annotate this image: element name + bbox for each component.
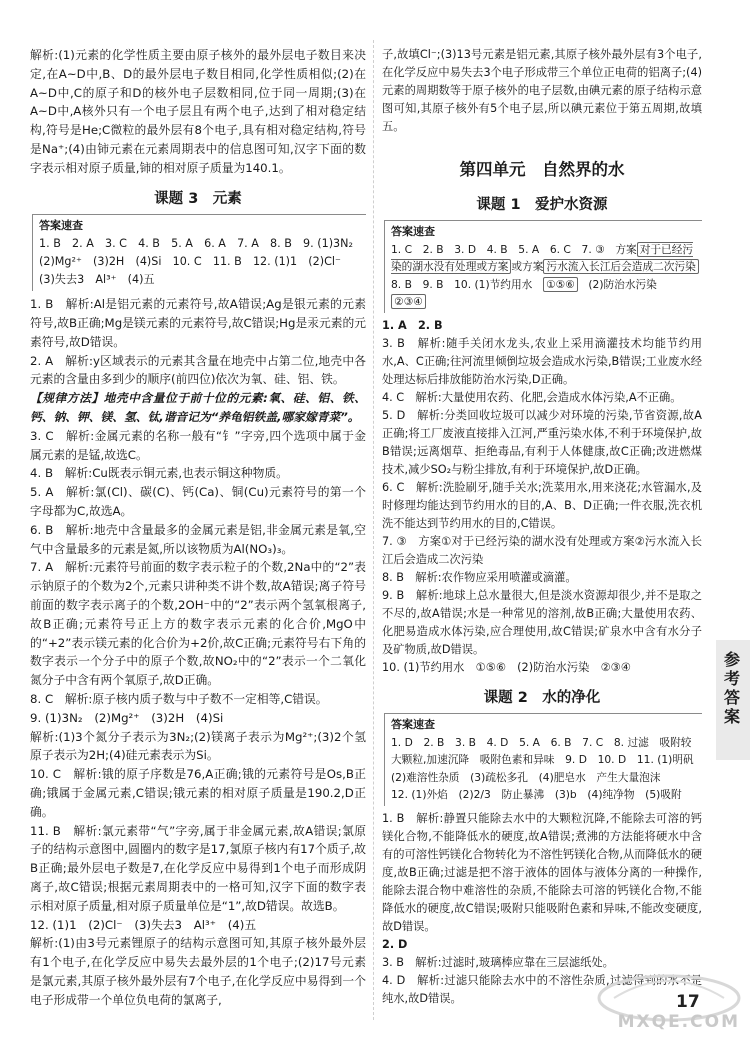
answer-line: 1. D 2. B 3. B 4. D 5. A 6. B 7. C 8. 过滤 吸附较大颗粒,加速沉降 吸附色素和异味 9. D 10. D 11. (1)明矾: [391, 735, 694, 767]
answer-header: 答案速查: [391, 225, 435, 238]
solution-8: 8. B 解析:农作物应采用喷灌或滴灌。: [382, 570, 577, 584]
solution-8: 8. C 解析:原子核内质子数与中子数不一定相等,C错误。: [30, 691, 328, 706]
side-tab-label: 参考答案: [723, 650, 740, 726]
answer-header: 答案速查: [39, 218, 83, 232]
solution-9: 9. B 解析:地球上总水量很大,但是淡水资源却很少,并不是取之不尽的,故A错误;水是一种常见的溶剂,故B正确;大量使用农药、化肥易造成水体污染,应合理使用,故C错误;矿泉水中含有水分子及矿物质,故D错误。: [382, 588, 702, 656]
solution-12: 12. (1)1 (2)Cl⁻ (3)失去3 Al³⁺ (4)五: [30, 917, 257, 932]
solution-7: 7. ③ 方案①对于已经污染的湖水没有处理或方案②污水流入长江后会造成二次污染: [382, 534, 702, 566]
solution-5: 5. D 解析:分类回收垃圾可以减少对环境的污染,节省资源,故A正确;将工厂废液直接排入江河,严重污染水体,不利于环境保护,故B错误;远离烟草、拒绝毒品,有利于人体健康,故C正确;改进燃煤技术,减少SO₂与粉尘排放,有利于环境保护,故D正确。: [382, 408, 702, 476]
solution-3: 3. C 解析:金属元素的名称一般有“钅”字旁,四个选项中属于金属元素的是锰,故选C。: [30, 428, 366, 462]
solution-4: 4. C 解析:大量使用农药、化肥,会造成水体污染,A不正确。: [382, 390, 682, 404]
answer-header: 答案速查: [391, 717, 435, 731]
solution-7: 7. A 解析:元素符号前面的数字表示粒子的个数,2Na中的“2”表示钠原子的个数为2个,元素只讲种类不讲个数,故A错误;离子符号前面的数字表示离子的个数,2OH⁻中的“2”表示两个氢氧根离子,故B正确;元素符号正上方的数字表示元素的化合价,MgO中的“+2”表示镁元素的化合价为+2价,故C正确;元素符号右下角的数字表示一个分子中的原子个数,故NO₂中的“2”表示一个二氧化氮分子中含有两个氧原子,故D正确。: [30, 560, 366, 688]
solution-10: 10. C 解析:锇的原子序数是76,A正确;锇的元素符号是Os,B正确;锇属于金属元素,C错误;锇元素的相对原子质量是190.2,D正确。: [30, 767, 366, 819]
right-column: [382, 46, 702, 1008]
solution-5: 5. A 解析:氯(Cl)、碳(C)、钙(Ca)、铜(Cu)元素符号的第一个字母都为C,故选A。: [30, 485, 366, 518]
lesson-3-title: 课题 3 元素: [154, 190, 242, 207]
solution-1: 1. B 解析:Al是铝元素的元素符号,故A错误;Ag是银元素的元素符号,故B正确;Mg是镁元素的元素符号,故C错误;Hg是汞元素的元素符号,故D错误。: [30, 297, 366, 349]
solution-6: 6. B 解析:地壳中含量最多的金属元素是铝,非金属元素是氧,空气中含量最多的元素是氮,所以该物质为Al(NO₃)₃。: [30, 522, 366, 556]
solution-2: 2. A 解析:y区域表示的元素其含量在地壳中占第二位,地壳中各元素的含量由多到少的顺序(前四位)依次为氧、硅、铝、铁。: [30, 353, 366, 387]
reference-answers-tab: [716, 640, 750, 760]
column-divider: [373, 40, 374, 1020]
water-solution-2: 2. D: [382, 937, 408, 951]
intro-paragraph: 解析:(1)元素的化学性质主要由原子核外的最外层电子数目来决定,在A~D中,B、D的最外层电子数目相同,化学性质相似;(2)在A~D中,C的原子和D的核外电子层数相同,位于同一周期;(3)在A~D中,A核外只有一个电子层且有两个电子,达到了相对稳定结构,符号是He;C微粒的最外层有8个电子,具有相对稳定结构,符号是Na⁺;(4)由铈元素在元素周期表中的信息图可知,汉字下面的数字表示相对原子质量,铈的相对原子质量为140.1。: [30, 48, 366, 175]
solution-1-2: 1. A 2. B: [382, 318, 443, 332]
water-solution-1: 1. B 解析:静置只能除去水中的大颗粒沉降,不能除去可溶的钙镁化合物,不能降低水的硬度,故A错误;煮沸的方法能将硬水中含有的可溶性钙镁化合物转化为不溶性钙镁化合物,从而降低水的硬度,故B正确;过滤是把不溶于液体的固体与液体分离的一种操作,能除去混合物中难溶性的杂质,不能除去可溶的钙镁化合物,不能降低水的硬度,故C错误;吸附只能吸附色素和异味,不能改变硬度,故D错误。: [382, 811, 702, 933]
answer-box: [384, 220, 702, 313]
answer-box: [384, 713, 702, 806]
continued-paragraph: 子,故填Cl⁻;(3)13号元素是铝元素,其原子核外最外层有3个电子,在化学反应中易失去3个电子形成带三个单位正电荷的铝离子;(4)元素的周期数等于原子核外的电子层数,由碘元素的原子结构示意图可知,其原子核外有5个电子层,所以碘元素位于第五周期,故填五。: [382, 48, 702, 133]
page-number: 17: [676, 992, 700, 1012]
answer-line: 1. C 2. B 3. D 4. B 5. A 6. C 7. ③ 方案 对于已经污染的湖水没有处理或方案 或方案 污水流入长江后会造成二次污染: [391, 241, 702, 276]
solution-11: 11. B 解析:氯元素带“气”字旁,属于非金属元素,故A错误;氯原子的结构示意图中,圆圈内的数字是17,氯原子核内有17个质子,故B正确;最外层电子数是7,在化学反应中易得到1个电子而形成阴离子,故C错误;根据元素周期表中的一格可知,汉字下面的数字表示相对原子质量,相对原子质量单位是“1”,故D错误。故选B。: [30, 823, 366, 913]
lesson-1-title: 课题 1 爱护水资源: [476, 197, 608, 213]
answer-line: (2)Mg²⁺ (3)2H (4)Si 10. C 11. B 12. (1)1 (2)Cl⁻: [39, 254, 341, 268]
answer-line: 8. B 9. B 10. (1)节约用水 ①⑤⑥ (2)防治水污染 ②③④: [391, 277, 668, 309]
solution-9-explanation: 解析:(1)3个氮分子表示为3N₂;(2)镁离子表示为Mg²⁺;(3)2个氢原子表示为2H;(4)硅元素表示为Si。: [30, 729, 366, 763]
answer-box: [32, 214, 366, 292]
solution-6: 6. C 解析:洗脸刷牙,随手关水;洗菜用水,用来浇花;水管漏水,及时修理均能达到节约用水的目的,A、B、D正确;一件衣服,洗衣机洗不能达到节约用水的目的,C错误。: [382, 480, 702, 530]
answer-line: (2)难溶性杂质 (3)疏松多孔 (4)肥皂水 产生大量泡沫: [391, 770, 661, 784]
solution-12-explanation: 解析:(1)由3号元素锂原子的结构示意图可知,其原子核外最外层有1个电子,在化学反应中易失去最外层的1个电子;(2)17号元素是氯元素,其原子核外最外层有7个电子,在化学反应中易得到一个电子形成带一个单位负电荷的氯离子,: [30, 936, 366, 1007]
solution-4: 4. B 解析:Cu既表示铜元素,也表示铜这种物质。: [30, 466, 288, 481]
watermark-text: MXQE.COM: [617, 1012, 740, 1032]
left-column: [30, 46, 366, 1010]
answer-line: 1. B 2. A 3. C 4. B 5. A 6. A 7. A 8. B 9. (1)3N₂: [39, 236, 353, 250]
water-solution-3: 3. B 解析:过滤时,玻璃棒应靠在三层滤纸处。: [382, 955, 614, 969]
solution-10: 10. (1)节约用水 ①⑤⑥ (2)防治水污染 ②③④: [382, 660, 631, 674]
method-note: 【规律方法】地壳中含量位于前十位的元素:氧、硅、铝、铁、钙、钠、钾、镁、氢、钛,谐音记为“养龟铝铁盖,哪家嫁青菜”。: [30, 391, 366, 425]
answer-line: (3)失去3 Al³⁺ (4)五: [39, 273, 155, 287]
water-solution-4: 4. D 解析:过滤只能除去水中的不溶性杂质,过滤得到的水不是纯水,故D错误。: [382, 973, 702, 1005]
unit-4-title: 第四单元 自然界的水: [459, 160, 625, 179]
answer-line: 12. (1)外焰 (2)2/3 防止暴沸 (3)b (4)纯净物 (5)吸附: [391, 788, 682, 802]
solution-3: 3. B 解析:随手关闭水龙头,农业上采用滴灌技术均能节约用水,A、C正确;往河流里倾倒垃圾会造成水污染,B错误;工业废水经处理达标后排放能防治水污染,D正确。: [382, 336, 702, 386]
lesson-2-title: 课题 2 水的净化: [483, 689, 601, 706]
solution-9: 9. (1)3N₂ (2)Mg²⁺ (3)2H (4)Si: [30, 710, 224, 725]
